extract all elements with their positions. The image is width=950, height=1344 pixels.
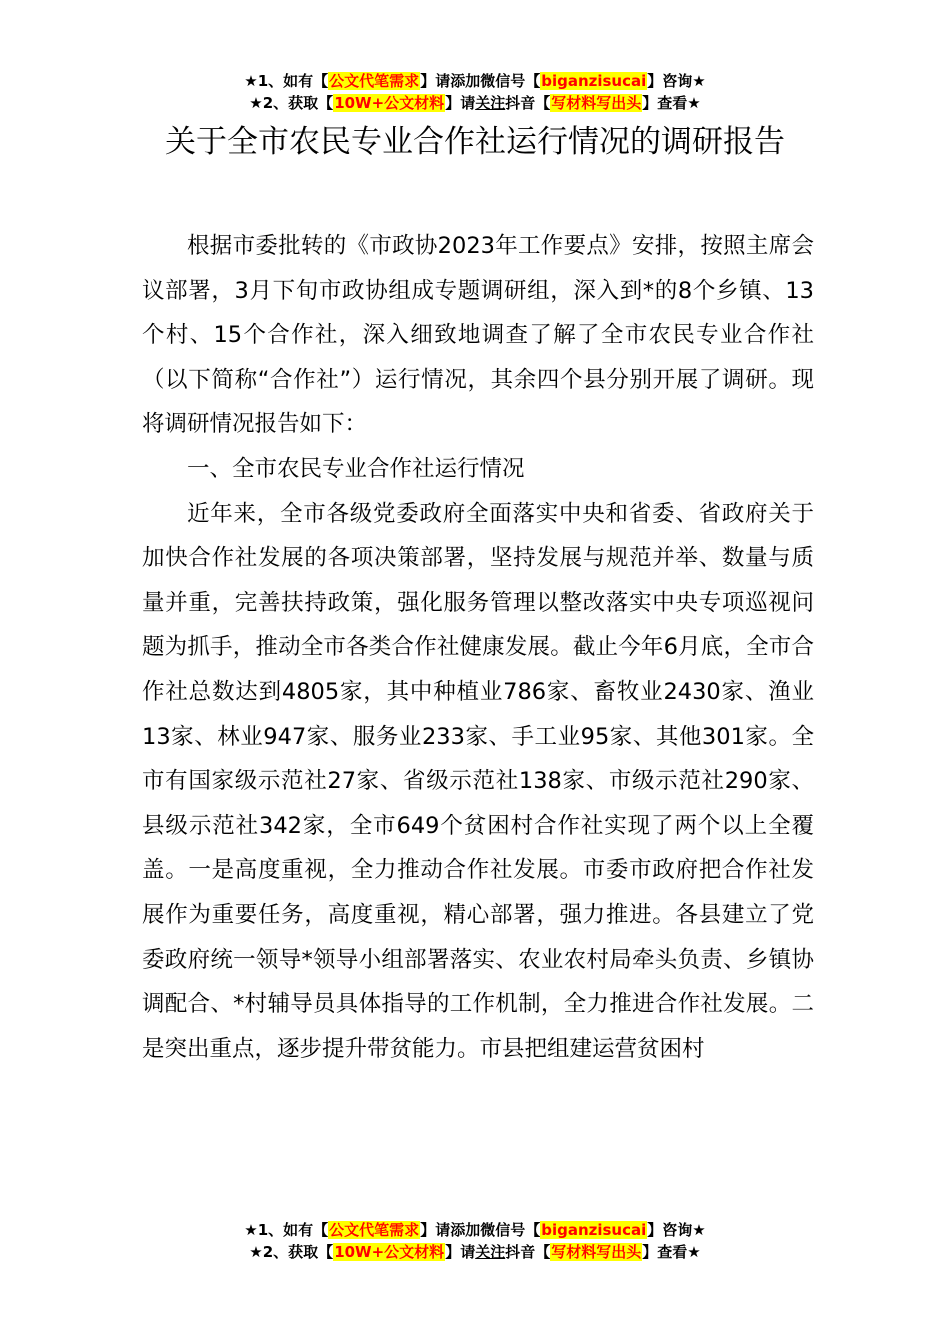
paragraph-overview: 近年来，全市各级党委政府全面落实中央和省委、省政府关于加快合作社发展的各项决策部署，坚持发展与规范并举、数量与质量并重，完善扶持政策，强化服务管理以整改落实中央专项巡视问题为抓手，推动全市各类合作社健康发展。截止今年6月底，全市合作社总数达到4805家，其中种植业786家、畜牧业2430家、渔业13家、林业947家、服务业233家、手工业95家、其他301家。全市有国家级示范社27家、省级示范社138家、市级示范社290家、县级示范社342家，全市649个贫困村合作社实现了两个以上全覆盖。一是高度重视，全力推动合作社发展。市委市政府把合作社发展作为重要任务，高度重视，精心部署，强力推进。各县建立了党委政府统一领导*领导小组部署落实、农业农村局牵头负责、乡镇协调配合、*村辅导员具体指导的工作机制，全力推进合作社发展。二是突出重点，逐步提升带贫能力。市县把组建运营贫困村: [142, 500, 814, 1062]
banner-text: 】请添加微信号【: [420, 1221, 541, 1239]
banner-highlight: 公文代笔需求: [329, 72, 420, 90]
banner-text: 】请添加微信号【: [420, 72, 541, 90]
section-heading: 一、全市农民专业合作社运行情况: [187, 455, 525, 482]
banner-highlight-wechat-id: biganzisucai: [541, 72, 647, 90]
document-title: 关于全市农民专业合作社运行情况的调研报告: [165, 124, 785, 160]
banner-text: ★2、获取【: [249, 94, 334, 112]
paragraph-intro: 根据市委批转的《市政协2023年工作要点》安排，按照主席会议部署，3月下旬市政协组成专题调研组，深入到*的8个乡镇、13个村、15个合作社，深入细致地调查了解了全市农民专业合作社（以下简称“合作社”）运行情况，其余四个县分别开展了调研。现将调研情况报告如下：: [142, 233, 814, 438]
banner-highlight-douyin: 写材料写出头: [551, 1243, 642, 1261]
banner-highlight-douyin: 写材料写出头: [551, 94, 642, 112]
banner-text: 】请: [445, 1243, 476, 1261]
banner-text: 】请: [445, 94, 476, 112]
banner-text: ★2、获取【: [249, 1243, 334, 1261]
banner-text: 】咨询★: [647, 1221, 706, 1239]
banner-text: 】查看★: [642, 1243, 701, 1261]
header-banner: [0, 70, 950, 114]
banner-text: 】咨询★: [647, 72, 706, 90]
banner-line-1: [0, 1219, 950, 1241]
banner-text: 抖音【: [505, 1243, 551, 1261]
banner-line-2: [0, 1241, 950, 1263]
banner-highlight: 10W+公文材料: [334, 1243, 445, 1261]
banner-underlined: 关注: [475, 1243, 506, 1261]
footer-banner: [0, 1219, 950, 1263]
banner-text: 】查看★: [642, 94, 701, 112]
banner-underlined: 关注: [475, 94, 506, 112]
banner-line-2: [0, 92, 950, 114]
banner-text: 抖音【: [505, 94, 551, 112]
banner-highlight-wechat-id: biganzisucai: [541, 1221, 647, 1239]
banner-highlight: 10W+公文材料: [334, 94, 445, 112]
banner-line-1: [0, 70, 950, 92]
banner-text: ★1、如有【: [244, 1221, 329, 1239]
document-body: [142, 224, 814, 1071]
banner-text: ★1、如有【: [244, 72, 329, 90]
banner-highlight: 公文代笔需求: [329, 1221, 420, 1239]
